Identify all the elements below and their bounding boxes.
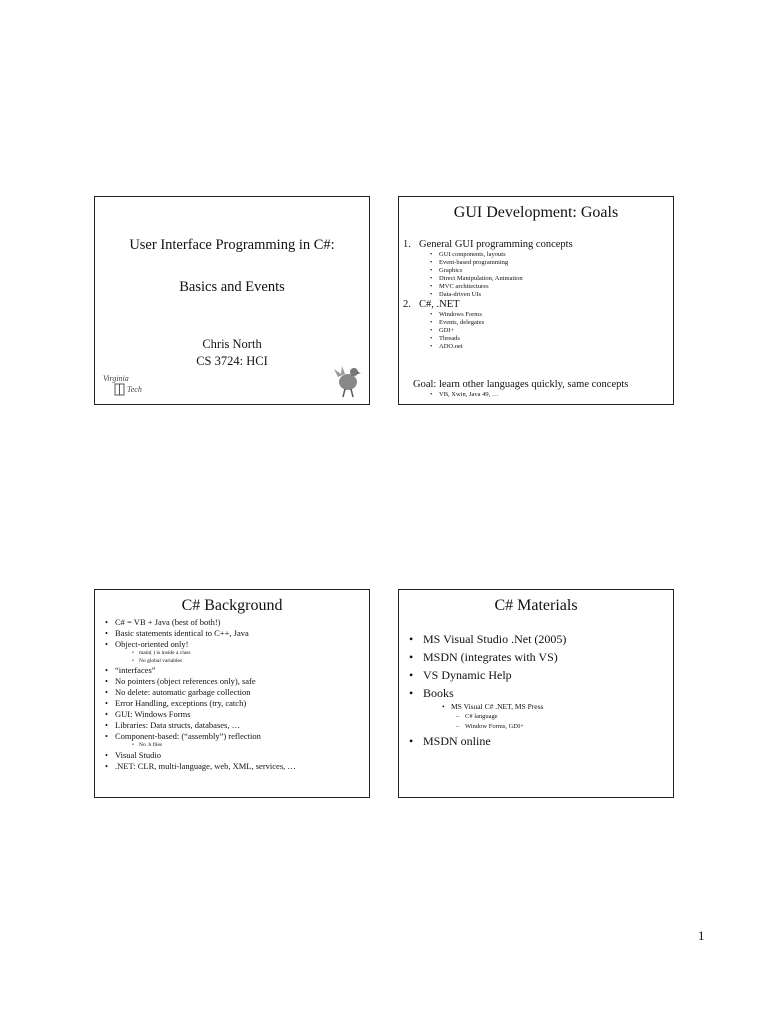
bullet-item: • Basic statements identical to C++, Java (95, 628, 369, 639)
virginia-tech-logo (101, 374, 147, 398)
slide-title-page (94, 196, 370, 405)
slide2-list (399, 239, 673, 351)
bullet-item: • Books (399, 684, 673, 702)
bullet-item: • Error Handling, exceptions (try, catch) (95, 698, 369, 709)
slide3-list (95, 617, 369, 772)
slide4-list (399, 630, 673, 750)
page-number: 1 (698, 928, 705, 943)
sub-item: • Graphics (399, 267, 673, 275)
sub-item: • Data-driven UIs (399, 291, 673, 299)
sub-item: • Direct Manipulation, Animation (399, 275, 673, 283)
sub-item: • Windows Forms (399, 311, 673, 319)
bullet-item: • No delete: automatic garbage collection (95, 687, 369, 698)
bullet-item: • MSDN online (399, 732, 673, 750)
bullet-item: • GUI: Windows Forms (95, 709, 369, 720)
sub-item: • Event-based programming (399, 259, 673, 267)
item-number: 1. (403, 239, 411, 250)
bullet-item: • .NET: CLR, multi-language, web, XML, services, … (95, 761, 369, 772)
logo-text-tech: Tech (127, 385, 142, 394)
bullet-item: • Object-oriented only! (95, 639, 369, 650)
bullet-item: • VS Dynamic Help (399, 666, 673, 684)
turkey-mascot-icon (333, 363, 363, 399)
slide2-title: GUI Development: Goals (453, 204, 619, 221)
slide2-goal-sub: • VB, Xwin, Java 49, … (399, 391, 673, 399)
bullet-item: • Visual Studio (95, 750, 369, 761)
sub-bullet-item: • No .h files (95, 742, 369, 750)
slide3-title: C# Background (181, 597, 283, 614)
goal-item (399, 299, 673, 311)
sub-item: • Events, delegates (399, 319, 673, 327)
logo-text-virginia: Virginia (103, 374, 129, 383)
sub-item: • GUI components, layouts (399, 251, 673, 259)
sub-bullet-item: • main( ) is inside a class (95, 650, 369, 658)
bullet-item: • C# = VB + Java (best of both!) (95, 617, 369, 628)
slide1-course: CS 3724: HCI (196, 354, 268, 368)
slide1-author: Chris North (202, 337, 262, 351)
slide4-title: C# Materials (494, 597, 578, 614)
sub-sub-bullet-item: – Window Forms, GDI+ (399, 722, 673, 732)
slide-csharp-materials (398, 589, 674, 798)
bullet-item: • “interfaces” (95, 665, 369, 676)
sub-item: • Threads (399, 335, 673, 343)
sub-bullet-item: • No global variables (95, 658, 369, 666)
bullet-item: • Component-based: (“assembly”) reflection (95, 731, 369, 742)
sub-sub-bullet-item: – C# language (399, 712, 673, 722)
sub-item: • ADO.net (399, 343, 673, 351)
slide-gui-goals (398, 196, 674, 405)
bullet-item: • MS Visual Studio .Net (2005) (399, 630, 673, 648)
slide1-subtitle: Basics and Events (179, 279, 285, 295)
item-label: General GUI programming concepts (419, 239, 573, 250)
slide-csharp-background (94, 589, 370, 798)
slide1-title: User Interface Programming in C#: (129, 237, 335, 253)
slide2-goal: Goal: learn other languages quickly, same concepts (413, 379, 629, 390)
bullet-item: • MSDN (integrates with VS) (399, 648, 673, 666)
sub-item: • GDI+ (399, 327, 673, 335)
sub-bullet-item: • MS Visual C# .NET, MS Press (399, 702, 673, 712)
goal-item (399, 239, 673, 251)
bullet-item: • No pointers (object references only), safe (95, 676, 369, 687)
item-label: C#, .NET (419, 299, 460, 310)
sub-item: • MVC architectures (399, 283, 673, 291)
bullet-item: • Libraries: Data structs, databases, … (95, 720, 369, 731)
item-number: 2. (403, 299, 411, 310)
